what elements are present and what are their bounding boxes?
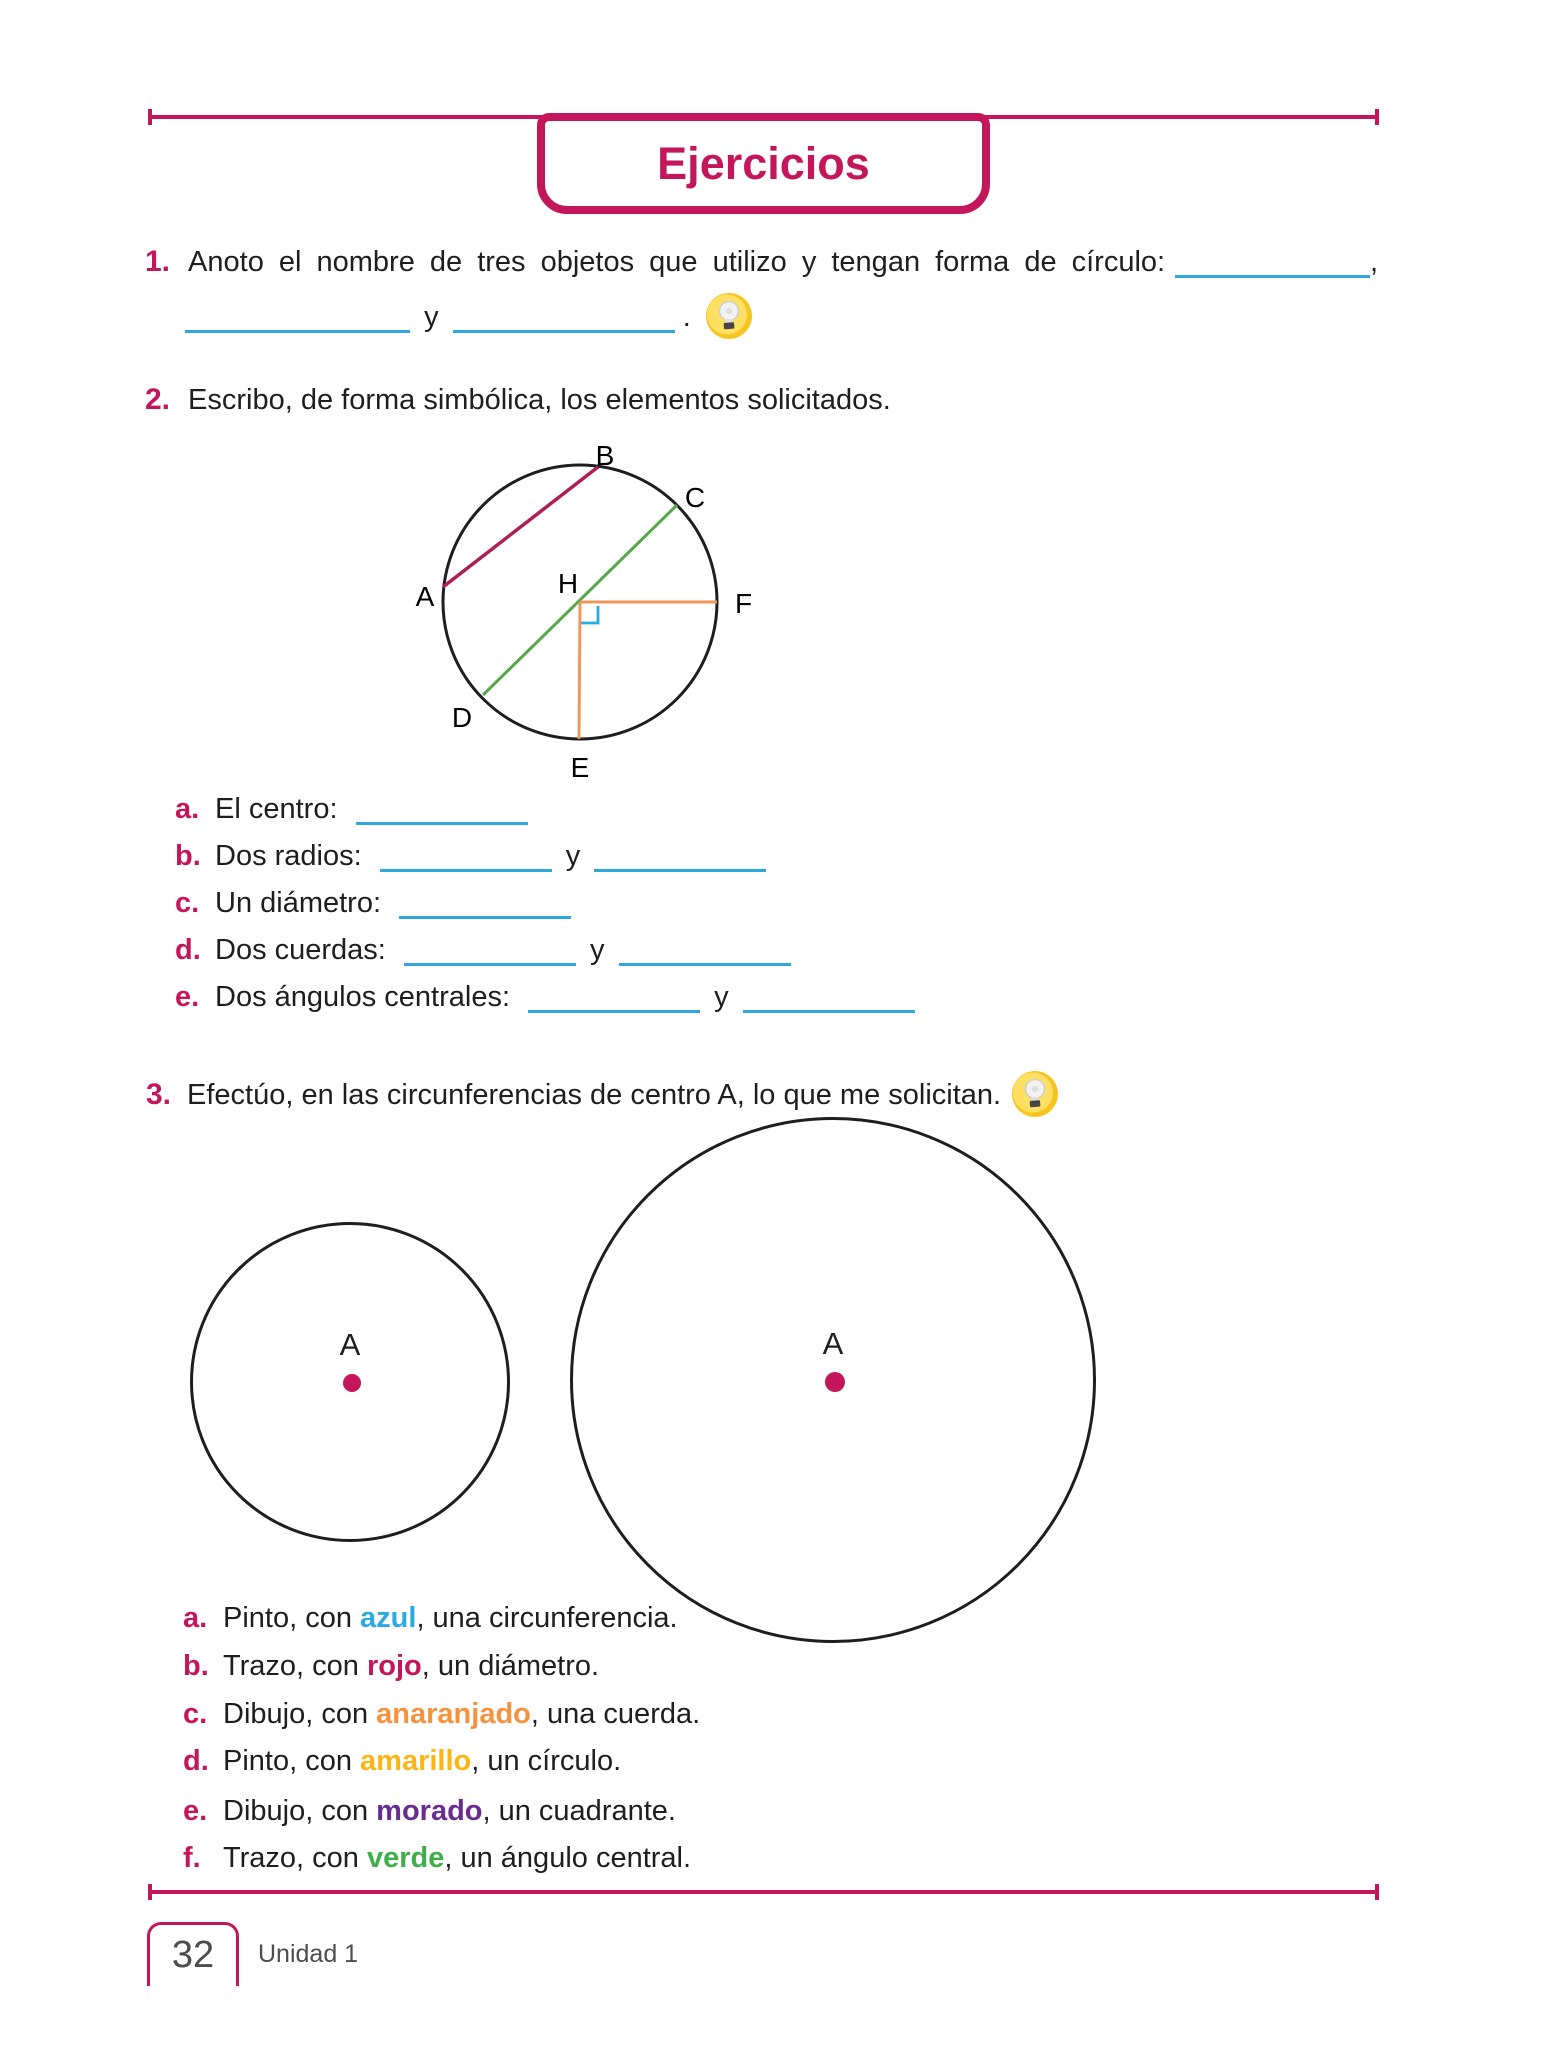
item-suffix: , un círculo. (471, 1745, 622, 1777)
exercise1-text: Anoto el nombre de tres objetos que utilizo y tengan forma de círculo: (188, 246, 1166, 278)
color-word-verde: verde (366, 1842, 445, 1874)
circle-center-dot (825, 1372, 845, 1392)
lightbulb-icon (1011, 1070, 1059, 1118)
exercise1-connector: y (424, 301, 439, 333)
item-letter: e. (175, 981, 200, 1013)
exercise3-item-b (183, 1650, 599, 1683)
item-letter: d. (183, 1745, 209, 1777)
exercise2-blank-b2[interactable] (594, 855, 766, 872)
exercise3-number: 3. (146, 1078, 172, 1111)
circle-center-label: A (339, 1327, 361, 1362)
point-label-H: H (557, 568, 579, 599)
exercise2-number: 2. (145, 383, 171, 416)
exercise2-blank-d2[interactable] (619, 949, 791, 966)
exercise3-item-f (183, 1842, 691, 1875)
item-prefix: Pinto, con (223, 1745, 361, 1777)
item-suffix: , un ángulo central. (444, 1842, 692, 1874)
point-label-C: C (684, 482, 706, 513)
exercise1-line2-suffix: . (682, 301, 691, 333)
item-connector: y (565, 840, 581, 872)
color-word-morado: morado (376, 1795, 483, 1827)
exercise3-item-c (183, 1698, 700, 1731)
exercise2-item-e (175, 981, 915, 1014)
radius-HE (579, 602, 580, 739)
exercise2-item-d (175, 934, 791, 967)
exercise2-blank-d1[interactable] (404, 949, 576, 966)
item-prefix: Trazo, con (223, 1650, 367, 1682)
point-label-E: E (570, 752, 590, 780)
item-label: Dos radios: (215, 840, 362, 872)
circle-center-label: A (822, 1326, 844, 1361)
exercise2-blank-a1[interactable] (356, 808, 528, 825)
item-suffix: , un diámetro. (421, 1650, 600, 1682)
exercise1-blank-1[interactable] (1175, 275, 1370, 278)
item-connector: y (714, 981, 729, 1013)
exercise3-header (146, 1070, 1059, 1118)
item-letter: d. (175, 934, 201, 966)
item-prefix: Pinto, con (223, 1602, 361, 1634)
point-label-D: D (451, 702, 473, 733)
item-connector: y (589, 934, 605, 966)
exercise1-line1 (145, 245, 1378, 279)
exercise1-blank-2[interactable] (185, 316, 410, 333)
color-word-amarillo: amarillo (360, 1745, 472, 1777)
exercise1-line2 (185, 292, 753, 340)
exercise2-item-b (175, 840, 766, 873)
color-word-anaranjado: anaranjado (376, 1698, 531, 1730)
item-label: Un diámetro: (215, 887, 382, 919)
unit-label: Unidad 1 (258, 1940, 359, 1968)
exercise1-line1-suffix: , (1369, 246, 1378, 278)
point-label-A: A (415, 581, 435, 612)
exercise3-item-e (183, 1795, 676, 1828)
item-letter: c. (175, 887, 200, 919)
item-label: Dos cuerdas: (215, 934, 386, 966)
bottom-rule (150, 1890, 1377, 1894)
item-prefix: Trazo, con (223, 1842, 367, 1874)
item-letter: a. (183, 1602, 208, 1634)
color-word-azul: azul (360, 1602, 417, 1634)
item-label: Dos ángulos centrales: (215, 981, 510, 1013)
exercise1-blank-3[interactable] (453, 316, 675, 333)
point-label-F: F (735, 588, 753, 619)
lightbulb-icon (705, 292, 753, 340)
circle-center-dot (343, 1374, 361, 1392)
exercise1-number: 1. (145, 245, 171, 278)
item-label: El centro: (215, 793, 338, 825)
item-prefix: Dibujo, con (223, 1795, 377, 1827)
color-word-rojo: rojo (366, 1650, 422, 1682)
item-letter: b. (183, 1650, 209, 1682)
title-badge (537, 113, 990, 214)
page-number: 32 (171, 1934, 215, 1976)
item-suffix: , un cuadrante. (482, 1795, 676, 1827)
exercise2-blank-b1[interactable] (380, 855, 552, 872)
item-letter: c. (183, 1698, 208, 1730)
item-prefix: Dibujo, con (223, 1698, 377, 1730)
page-number-box (147, 1922, 239, 1986)
exercise3-item-d (183, 1745, 621, 1778)
circle-diagram (395, 425, 755, 780)
exercise3-item-a (183, 1602, 678, 1635)
item-letter: e. (183, 1795, 208, 1827)
exercise3-text: Efectúo, en las circunferencias de centro A, lo que me solicitan. (187, 1079, 1002, 1111)
item-suffix: , una cuerda. (530, 1698, 701, 1730)
right-angle-marker (581, 606, 598, 623)
exercise2-blank-c1[interactable] (399, 902, 571, 919)
point-label-B: B (595, 440, 615, 471)
exercise2-text: Escribo, de forma simbólica, los elementos solicitados. (188, 384, 891, 416)
item-suffix: , una circunferencia. (416, 1602, 678, 1634)
item-letter: f. (183, 1842, 201, 1874)
item-letter: b. (175, 840, 201, 872)
exercise2-blank-e1[interactable] (528, 996, 700, 1013)
page-title: Ejercicios (657, 137, 870, 189)
exercise2-item-a (175, 793, 528, 826)
item-letter: a. (175, 793, 200, 825)
exercise2-header (145, 383, 891, 417)
exercise2-blank-e2[interactable] (743, 996, 915, 1013)
exercise2-item-c (175, 887, 571, 920)
